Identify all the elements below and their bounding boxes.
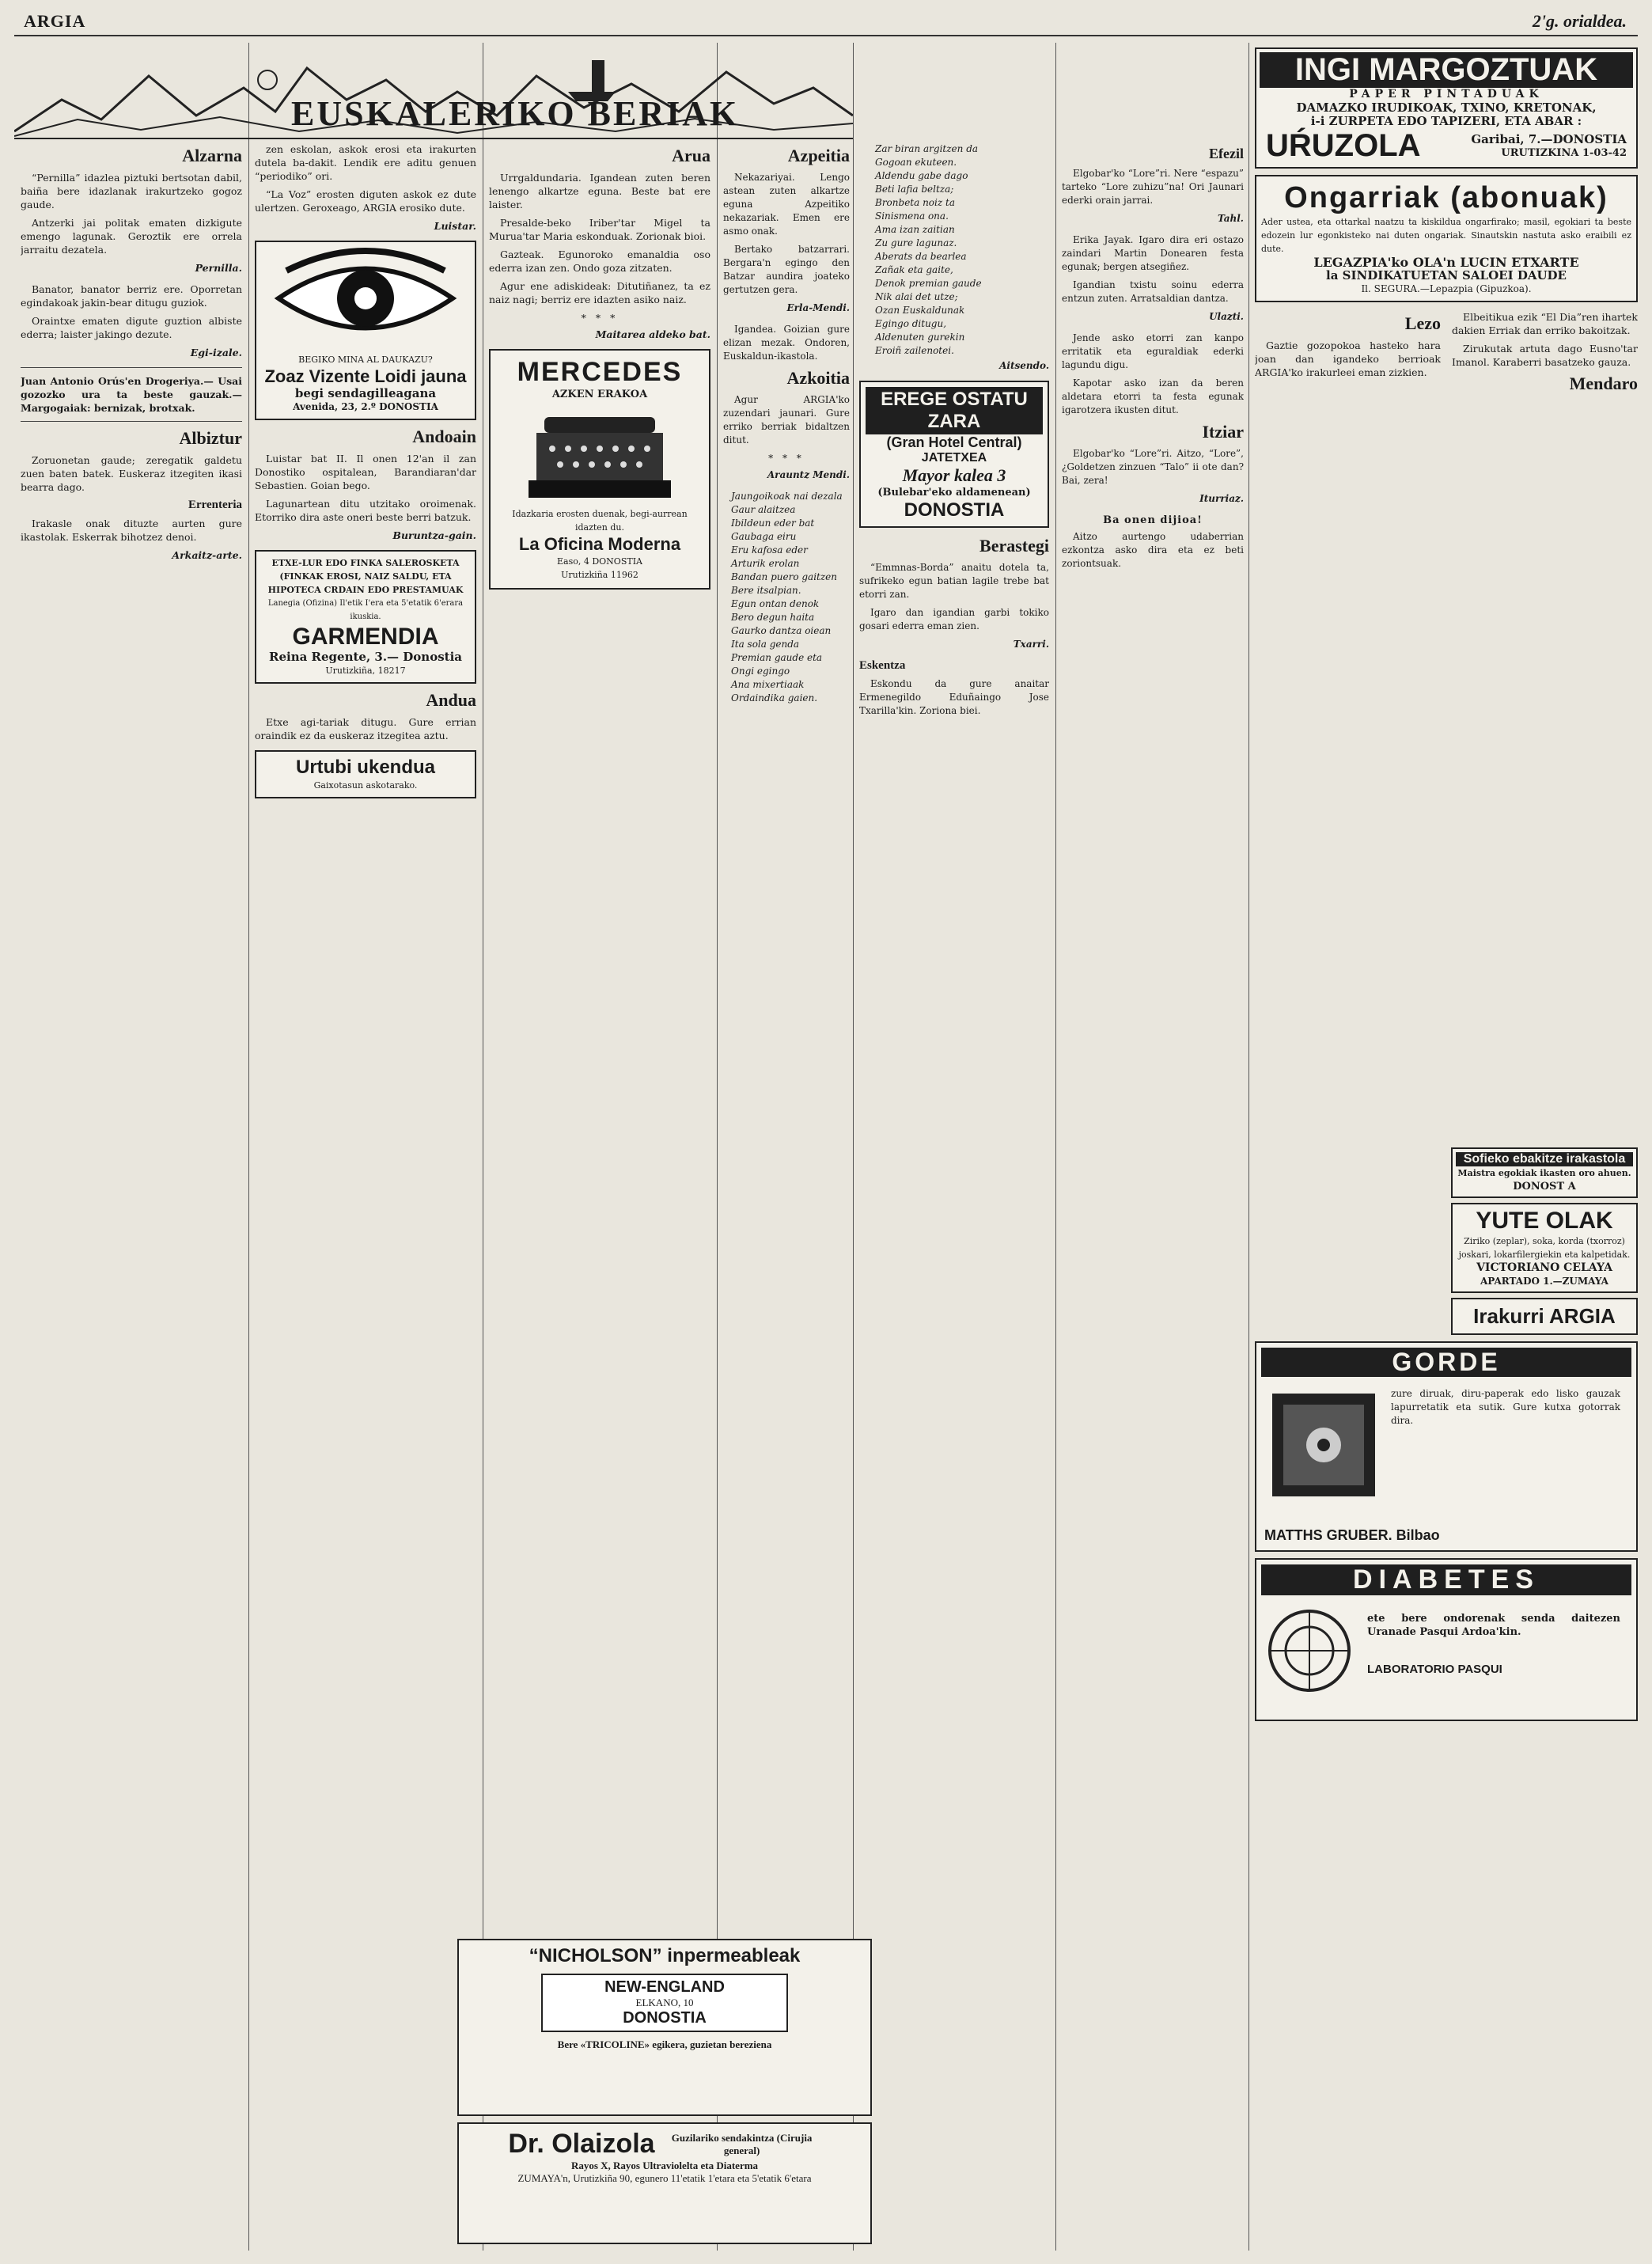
ad-address: Il. SEGURA.—Lepazpia (Gipuzkoa). (1361, 283, 1532, 294)
ad-name: MERCEDES (517, 357, 683, 387)
article-paragraph: “Emmnas-Borda” anaitu dotela ta, sufrikeko egun batian lagile trebe bat etorri zan. (859, 562, 1049, 600)
poem (723, 490, 850, 705)
doctor-name: Dr. Olaizola (508, 2129, 655, 2159)
poem-line: Egun ontan denok (731, 598, 820, 609)
newspaper-page (14, 8, 1638, 2254)
ad-phone: Urutizkiña, 18217 (325, 666, 406, 676)
section-heading: Eskentza (859, 659, 906, 672)
laboratory-seal-icon (1266, 1607, 1353, 1694)
separator-stars: * * * (768, 453, 805, 464)
section-banner (14, 44, 853, 139)
column-3 (489, 142, 710, 2247)
ad-company: VICTORIANO CELAYA (1476, 1261, 1612, 1274)
article-paragraph: “La Voz” erosten diguten askok ez dute ulertzen. Geroxeago, ARGIA erosiko dute. (255, 188, 476, 214)
poem-line: Aberats da bearlea (875, 251, 967, 262)
poem-line: Beti lafia beltza; (875, 184, 954, 195)
article-paragraph: Kapotar asko izan da beren aldetara etorri ta festa egunak igarotzera ikusten ditut. (1062, 377, 1244, 415)
article-signature: Txarri. (1013, 639, 1049, 650)
ad-company: LABORATORIO PASQUI (1367, 1663, 1502, 1676)
article-paragraph: Oraintxe ematen digute guztion albiste ederra; laister jakingo dezute. (21, 315, 242, 340)
poem-line: Bere itsalpian. (731, 585, 801, 596)
shop-name: La Oficina Moderna (518, 534, 681, 554)
ad-doctor-title: begi sendagilleagana (294, 386, 437, 400)
article-signature: Buruntza-gain. (392, 529, 476, 541)
ad-city: DONOST A (1513, 1181, 1576, 1193)
poem-line: Jaungoikoak nai dezala (731, 491, 843, 502)
article-paragraph: Elbeitikua ezik “El Dia”ren ihartek dakien Erriak dan erriko bakoitzak. (1452, 311, 1638, 336)
hotel-restaurant: JATETXEA (921, 451, 987, 465)
news-columns (1255, 310, 1638, 1141)
section-heading: Errenteria (188, 499, 242, 511)
column-4 (723, 142, 850, 1923)
poem-line: Ongi egingo (731, 666, 790, 677)
article-paragraph: zen eskolan, askok erosi eta irakurten dutela ba-dakit. Lendik ere aditu genuen “periodiko” ori. (255, 143, 476, 182)
article-signature: Arauntz Mendi. (767, 469, 850, 480)
column-2 (255, 142, 476, 2247)
column-rule (853, 43, 854, 2251)
olaizola-ad (457, 2122, 872, 2244)
article-paragraph: Erika Jayak. Igaro dira eri ostazo zaindari Martin Donearen festa egunak; bergen atsegiñez. (1062, 234, 1244, 272)
poem-line: Aldendu gabe dago (875, 170, 968, 181)
poem-line: Eru kafosa eder (731, 544, 808, 556)
ad-text: zure diruak, diru-paperak edo lisko gauzak lapurretatik eta sutik. Gure kutxa gotorrak dira. (1391, 1388, 1620, 1426)
ad-sub: AZKEN ERAKOA (551, 389, 648, 400)
poem-line: Zañak eta gaite, (875, 264, 953, 275)
poem (859, 142, 1049, 358)
ad-title: YUTE OLAK (1476, 1208, 1613, 1234)
article-paragraph: Banator, banator berriz ere. Oporretan egindakoak jakin-bear ditugu guziok. (21, 283, 242, 309)
article-paragraph: Urrgaldundaria. Igandean zuten beren lenengo alkartze eguna. Beste bat ere laister. (489, 172, 710, 210)
sub-heading: Ba onen dijioa! (1103, 514, 1203, 526)
page-number: 2'g. orialdea. (1532, 11, 1627, 31)
urtubi-ad (255, 750, 476, 798)
ad-text: Ader ustea, eta ottarkal naatzu ta kiskildua ongarfirako; masil, egokiari ta beste edozein lur egonkisteko nai duten ongariak. Sinautskin nastuta asko eraibili ez dute. (1261, 217, 1631, 254)
garmendia-ad (255, 550, 476, 684)
ad-address: Avenida, 23, 2.º DONOSTIA (293, 401, 438, 412)
doctor-services: Rayos X, Rayos Ultraviolelta eta Diaterma (570, 2160, 759, 2171)
ad-title: “NICHOLSON” inpermeableak (529, 1945, 801, 1966)
section-heading: Arua (672, 146, 710, 165)
ad-title: GORDE (1261, 1348, 1631, 1377)
read-argia-box: Irakurri ARGIA (1451, 1298, 1638, 1335)
article-signature: Tahl. (1217, 213, 1244, 224)
eye-icon (271, 247, 460, 350)
article-paragraph: Eskondu da gure anaitar Ermenegildo Eduñaingo Jose Txarilla'kin. Zoriona biei. (859, 678, 1049, 716)
poem-line: Ordaindika gaien. (731, 692, 818, 703)
typewriter-icon (521, 401, 679, 504)
column-rule (248, 43, 249, 2251)
article-signature: Ulazti. (1209, 311, 1244, 322)
shop-phone: URUTIZKINA 1-03-42 (1501, 146, 1627, 159)
article-signature: Egi-izale. (190, 347, 242, 358)
poem-line: Bronbeta noiz ta (875, 197, 955, 208)
doctor-specialty: Guzilariko sendakintza (Cirujia general) (671, 2131, 813, 2156)
shop-name: NEW-ENGLAND (604, 1978, 725, 1996)
ad-items: i-i ZURPETA EDO TAPIZERI, ETA ABAR : (1310, 114, 1582, 128)
poem-line: Premian gaude eta (731, 652, 823, 663)
ad-name: Urtubi ukendua (295, 757, 435, 778)
poem-line: Eroiñ zailenotei. (875, 345, 954, 356)
column-1 (21, 142, 242, 2247)
hotel-street: Mayor kalea 3 (902, 465, 1006, 485)
poem-line: Egingo ditugu, (875, 318, 947, 329)
poem-line: Zu gure lagunaz. (875, 237, 957, 248)
ad-line: Lanegia (Ofizina) Il'etik I'era eta 5'etatik 6'erara ikuskia. (267, 599, 464, 621)
ad-company: LEGAZPIA'ko OLA'n LUCIN ETXARTE (1313, 255, 1579, 270)
article-paragraph: Bertako batzarrari. Bergara'n egingo den Batzar aundira joateko gertutzen gera. (723, 244, 850, 295)
section-heading: Albiztur (179, 428, 242, 448)
section-heading: Azpeitia (787, 146, 850, 165)
article-paragraph: Igandea. Goizian gure elizan mezak. Ondoren, Euskaldun-ikastola. (723, 324, 850, 362)
shop-phone: Urutizkiña 11962 (561, 570, 638, 580)
ad-line: (FINKAK EROSI, NAIZ SALDU, ETA HIPOTECA CRDAIN EDO PRESTAMUAK (267, 571, 464, 595)
poem-line: Sinismena ona. (875, 210, 949, 222)
article-signature: Aitsendo. (999, 360, 1049, 371)
article-paragraph: Igaro dan igandian garbi tokiko gosari ederra eman zien. (859, 607, 1049, 631)
shop-city: DONOSTIA (623, 2009, 707, 2027)
poem-line: Zar biran argitzen da (875, 143, 979, 154)
ad-address: APARTADO 1.—ZUMAYA (1480, 1276, 1608, 1287)
ad-title: INGI MARGOZTUAK (1260, 52, 1633, 88)
article-paragraph: Gaztie gozopokoa hasteko hara joan dan igandeko berrioak ARGIA'ko irakurleei eman zizkien. (1255, 339, 1441, 378)
ad-subtitle: PAPER PINTADUAK (1349, 88, 1544, 100)
paper-name: ARGIA (24, 11, 86, 31)
shop-name: UŔUZOLA (1266, 128, 1421, 163)
ad-items: DAMAZKO IRUDIKOAK, TXINO, KRETONAK, (1296, 100, 1597, 115)
hotel-alt-name: (Gran Hotel Central) (886, 434, 1022, 450)
article-paragraph: Agur ene adiskideak: Ditutiñanez, ta ez naiz nagi; berriz ere idazten asiko naiz. (489, 280, 710, 305)
doctor-address: ZUMAYA'n, Urutizkiña 90, egunero 11'etatik 1'etara eta 5'etatik 6'etara (517, 2172, 812, 2184)
article-paragraph: Presalde-beko Iriber'tar Migel ta Murua'tar Maria eskonduak. Zorionak bioi. (489, 217, 710, 242)
ad-company: MATTHS GRUBER. Bilbao (1264, 1527, 1440, 1543)
poem-line: Bero degun haita (731, 612, 815, 623)
article-paragraph: Agur ARGIA'ko zuzendari jaunari. Gure erriko berriak bidaltzen ditut. (723, 394, 850, 446)
hotel-city: DONOSTIA (904, 499, 1005, 521)
section-heading: Alzarna (182, 146, 242, 165)
poem-line: Arturik erolan (731, 558, 800, 569)
article-paragraph: Jende asko etorri zan kanpo erritatik eta eguraldiak ederki lagundu digu. (1062, 332, 1244, 370)
article-signature: Erla-Mendi. (786, 302, 850, 313)
banner-title: EUSKALERIKO BERIAK (291, 94, 740, 133)
article-paragraph: Zoruonetan gaude; zeregatik galdetu zuen baten batek. Euskeraz itzegiten ikasi bearra dago. (21, 454, 242, 493)
article-paragraph: “Pernilla” idazlea piztuki bertsotan dabil, baiña bere idazlanak irakurtzeko gogoz gaude. (21, 172, 242, 210)
ad-address: Reina Regente, 3.— Donostia (268, 650, 462, 664)
article-paragraph: Elgobar'ko “Lore”ri. Nere “espazu” tarteko “Lore zuhizu”na! Ori Jaunari ederki orain jarrai. (1062, 168, 1244, 206)
poem-line: Aldenuten gurekin (875, 332, 965, 343)
diabetes-ad (1255, 1558, 1638, 1721)
ad-text: ete bere ondorenak senda daitezen Uranade Pasqui Ardoa'kin. (1367, 1613, 1620, 1638)
nicholson-ad (457, 1939, 872, 2116)
column-rule (1248, 43, 1249, 2251)
article-paragraph: Nekazariyai. Lengo astean zuten alkartze eguna Azpeitiko nekazariak. Emen ere asmo onak. (723, 172, 850, 237)
section-heading: Andoain (412, 427, 476, 446)
new-england-box (541, 1974, 788, 2032)
separator-stars: * * * (581, 312, 619, 324)
safe-ad (1255, 1341, 1638, 1552)
poem-line: Gogoan ekuteen. (875, 157, 957, 168)
article-paragraph: Luistar bat II. Il onen 12'an il zan Donostiko ospitalean, Barandiaran'dar Sebastien. Goian bego. (255, 453, 476, 491)
eye-doctor-ad (255, 241, 476, 420)
article-paragraph: Lagunartean ditu utzitako oroimenak. Etorriko dira aste oneri beste berri batzuk. (255, 498, 476, 523)
poem-line: Ana mixertiaak (731, 679, 805, 690)
article-paragraph: Aitzo aurtengo udaberrian ezkontza asko dira eta ez beti zoriontsuak. (1062, 531, 1244, 569)
ad-name: GARMENDIA (292, 624, 439, 650)
section-heading: Azkoitia (786, 368, 850, 388)
article-signature: Arkaitz-arte. (172, 549, 242, 561)
divider (21, 421, 242, 422)
poem-line: Denok premian gaude (875, 278, 982, 289)
article-signature: Maitarea aldeko bat. (595, 328, 710, 340)
hotel-ad (859, 381, 1049, 528)
poem-line: Ibildeun eder bat (731, 518, 815, 529)
sewing-school-ad (1451, 1147, 1638, 1198)
wallpaper-ad (1255, 47, 1638, 169)
safe-icon (1264, 1386, 1383, 1504)
article-paragraph: Elgobar'ko “Lore”ri. Aitzo, “Lore”, ¿Goldetzen zinzuen “Talo” ii ote dan? Bai, zera! (1062, 448, 1244, 486)
poem-line: Bandan puero gaitzen (731, 571, 838, 582)
ad-sub: Maistra egokiak ikasten oro ahuen. (1457, 1168, 1631, 1178)
poem-line: Nik alai det utze; (875, 291, 958, 302)
article-paragraph: Zirukutak artuta dago Eusno'tar Imanol. Karaberri basatzeko gauza. (1452, 343, 1638, 368)
poem-line: Gaur alaitzea (731, 504, 796, 515)
article-paragraph: Gazteak. Egunoroko emanaldia oso ederra izan zen. Ondo goza zitzaten. (489, 248, 710, 274)
ad-title: Sofieko ebakitze irakastola (1456, 1152, 1633, 1166)
column-rule (1055, 43, 1056, 2251)
hotel-name: EREGE OSTATU ZARA (866, 387, 1043, 434)
ad-text: Ziriko (zeplar), soka, korda (txorroz) joskari, lokarfilergiekin eta kalpetidak. (1458, 1236, 1631, 1260)
section-heading: Itziar (1202, 422, 1244, 442)
shop-address: Garibai, 7.—DONOSTIA (1471, 131, 1627, 146)
column-7 (1255, 47, 1638, 2247)
column-6 (1062, 142, 1244, 2247)
ad-title: Ongarriak (abonuak) (1284, 181, 1608, 214)
shop-address: ELKANO, 10 (635, 1997, 694, 2008)
running-header (14, 8, 1638, 36)
section-heading: Efezil (1209, 146, 1244, 161)
article-signature: Pernilla. (195, 262, 242, 274)
column-rule (717, 43, 718, 2251)
poem-line: Ama izan zaitian (875, 224, 955, 235)
article-paragraph: Etxe agi-tariak ditugu. Gure errian oraindik ez da euskeraz itzegitea aztu. (255, 716, 476, 741)
ad-doctor-name: Zoaz Vizente Loidi jauna (264, 366, 467, 386)
ad-title: DIABETES (1261, 1564, 1631, 1595)
divider (21, 367, 242, 368)
mercedes-ad (489, 349, 710, 590)
ad-line: ETXE-LUR EDO FINKA SALEROSKETA (271, 558, 460, 568)
small-ads-row (1255, 1147, 1638, 1335)
ad-question: BEGIKO MINA AL DAUKAZU? (298, 355, 433, 365)
drugstore-notice: Juan Antonio Orús'en Drogeriya.— Usai gozozko ura ta beste gauzak.— Margogaiak: bernizak, brotxak. (21, 375, 242, 414)
section-heading: Mendaro (1569, 374, 1638, 393)
ad-sub: la SINDIKATUETAN SALOEI DAUDE (1326, 268, 1567, 283)
poem-line: Gaurko dantza oiean (731, 625, 832, 636)
shop-address: Easo, 4 DONOSTIA (557, 556, 642, 567)
hotel-note: (Bulebar'eko aldamenean) (877, 487, 1031, 499)
poem-line: Gaubaga eiru (731, 531, 797, 542)
section-heading: Lezo (1404, 313, 1441, 333)
ad-sub: Gaixotasun askotarako. (313, 780, 418, 791)
article-paragraph: Igandian txistu soinu ederra entzun zuten. Arratsaldian dantza. (1062, 279, 1244, 304)
ad-text: Idazkaria erosten duenak, begi-aurrean idazten du. (512, 509, 688, 533)
fertilizer-ad (1255, 175, 1638, 302)
article-paragraph: Irakasle onak dituzte aurten gure ikastolak. Eskerrak bihotzez denoi. (21, 518, 242, 543)
section-heading: Berastegi (979, 536, 1049, 556)
section-heading: Andua (426, 690, 476, 710)
ad-footer: Bere «TRICOLINE» egikera, guzietan bereziena (557, 2038, 772, 2050)
article-signature: Luistar. (434, 220, 476, 232)
column-5 (859, 142, 1049, 2247)
poem-line: Ita sola genda (731, 639, 800, 650)
jute-ad (1451, 1203, 1638, 1293)
poem-line: Ozan Euskaldunak (875, 305, 965, 316)
article-signature: Iturriaz. (1199, 493, 1244, 504)
article-paragraph: Antzerki jai politak ematen dizkigute emengo lagunak. Geroztik ere orrela jarraitu dezatela. (21, 217, 242, 256)
